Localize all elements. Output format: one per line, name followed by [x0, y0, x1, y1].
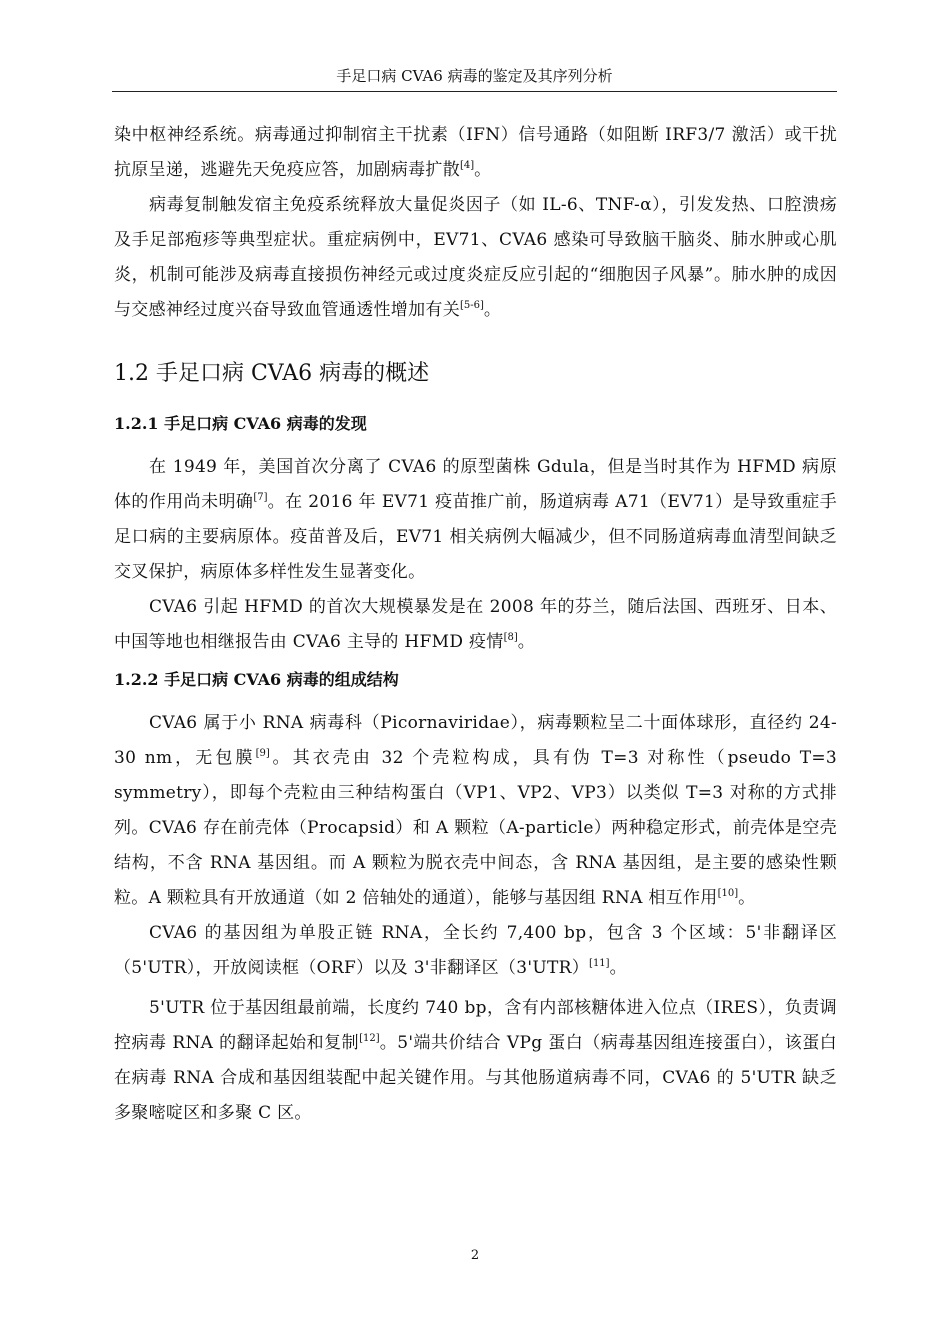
subsection-heading-1-2-2: 1.2.2 手足口病 CVA6 病毒的组成结构 [114, 670, 399, 689]
paragraph-structure: CVA6 属于小 RNA 病毒科（Picornaviridae），病毒颗粒呈二十面体球形，直径约 24-30 nm，无包膜[9]。其衣壳由 32 个壳粒构成，具有伪 T=3 对称性（pseudo T=3 symmetry），即每个壳粒由三种结构蛋白（VP1、VP2、VP3）以类似 T=3 对称的方式排列。CVA6 存在前壳体（Procapsid）和 A 颗粒（A-particle）两种稳定形式，前壳体是空壳结构，不含 RNA 基因组。而 A 颗粒为脱衣壳中间态，含 RNA 基因组，是主要的感染性颗粒。A 颗粒具有开放通道（如 2 倍轴处的通道），能够与基因组 RNA 相互作用[10]。 [114, 713, 838, 908]
citation: [5-6] [460, 300, 484, 311]
paragraph-discovery: 在 1949 年，美国首次分离了 CVA6 的原型菌株 Gdula，但是当时其作为 HFMD 病原体的作用尚未明确[7]。在 2016 年 EV71 疫苗推广前，肠道病毒 A71（EV71）是导致重症手足口病的主要病原体。疫苗普及后，EV71 相关病例大幅减少，但不同肠道病毒血清型间缺乏交叉保护，病原体多样性发生显著变化。 [114, 457, 837, 582]
citation: [4] [460, 160, 475, 171]
paragraph-genome: CVA6 的基因组为单股正链 RNA，全长约 7,400 bp，包含 3 个区域：5'非翻译区（5'UTR），开放阅读框（ORF）以及 3'非翻译区（3'UTR）[11]。 [114, 923, 837, 978]
citation: [8] [503, 632, 518, 643]
running-header: 手足口病 CVA6 病毒的鉴定及其序列分析 [336, 67, 613, 85]
section-heading-1-2: 1.2 手足口病 CVA6 病毒的概述 [114, 361, 430, 386]
subsection-heading-1-2-1: 1.2.1 手足口病 CVA6 病毒的发现 [114, 414, 367, 433]
paragraph-outbreak: CVA6 引起 HFMD 的首次大规模暴发是在 2008 年的芬兰，随后法国、西班牙、日本、中国等地也相继报告由 CVA6 主导的 HFMD 疫情[8]。 [114, 597, 837, 652]
page-number: 2 [470, 1248, 480, 1263]
citation: [12] [359, 1033, 380, 1044]
citation: [9] [255, 748, 270, 759]
page-body [114, 118, 837, 1131]
header-rule [112, 91, 837, 92]
citation: [7] [253, 492, 268, 503]
paragraph-5utr: 5'UTR 位于基因组最前端，长度约 740 bp，含有内部核糖体进入位点（IRES），负责调控病毒 RNA 的翻译起始和复制[12]。5'端共价结合 VPg 蛋白（病毒基因组连接蛋白），该蛋白在病毒 RNA 合成和基因组装配中起关键作用。与其他肠道病毒不同，CVA6 的 5'UTR 缺乏多聚嘧啶区和多聚 C 区。 [114, 998, 838, 1123]
paragraph-inflammation: 病毒复制触发宿主免疫系统释放大量促炎因子（如 IL-6、TNF-α），引发发热、口腔溃疡及手足部疱疹等典型症状。重症病例中，EV71、CVA6 感染可导致脑干脑炎、肺水肿或心肌炎，机制可能涉及病毒直接损伤神经元或过度炎症反应引起的“细胞因子风暴”。肺水肿的成因与交感神经过度兴奋导致血管通透性增加有关[5-6]。 [114, 195, 837, 320]
citation: [10] [717, 888, 739, 899]
citation: [11] [589, 958, 610, 969]
paragraph-ifn-evasion: 染中枢神经系统。病毒通过抑制宿主干扰素（IFN）信号通路（如阻断 IRF3/7 激活）或干扰抗原呈递，逃避先天免疫应答，加剧病毒扩散[4]。 [114, 125, 837, 180]
